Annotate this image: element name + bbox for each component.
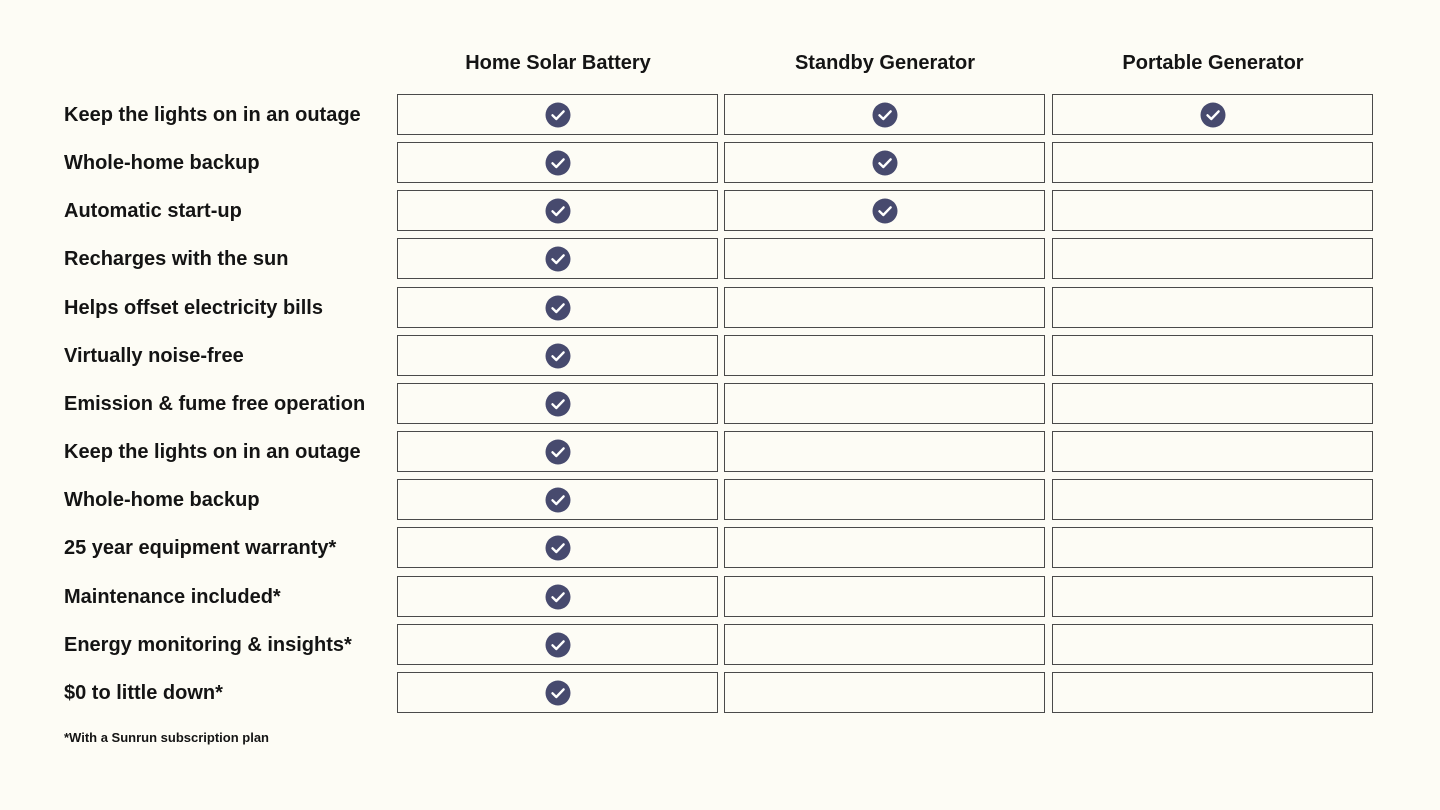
check-circle-icon: [545, 343, 571, 369]
table-cell: [724, 479, 1045, 520]
table-cell: [1052, 142, 1373, 183]
check-circle-icon: [545, 391, 571, 417]
table-cell: [724, 672, 1045, 713]
table-cell: [397, 190, 718, 231]
check-circle-icon: [545, 535, 571, 561]
table-cell: [724, 431, 1045, 472]
check-circle-icon: [545, 198, 571, 224]
check-circle-icon: [545, 487, 571, 513]
table-cell: [397, 624, 718, 665]
check-circle-icon: [545, 150, 571, 176]
column-header: Standby Generator: [794, 52, 976, 74]
check-circle-icon: [872, 150, 898, 176]
table-cell: [1052, 431, 1373, 472]
table-cell: [1052, 238, 1373, 279]
table-cell: [1052, 672, 1373, 713]
row-label: Maintenance included*: [64, 586, 281, 608]
column-header: Portable Generator: [1122, 52, 1304, 74]
table-cell: [397, 238, 718, 279]
table-cell: [724, 383, 1045, 424]
check-circle-icon: [545, 584, 571, 610]
table-cell: [1052, 287, 1373, 328]
table-cell: [397, 335, 718, 376]
table-cell: [1052, 335, 1373, 376]
check-circle-icon: [545, 295, 571, 321]
check-circle-icon: [545, 680, 571, 706]
table-cell: [724, 527, 1045, 568]
row-label: Automatic start-up: [64, 200, 242, 222]
table-cell: [1052, 94, 1373, 135]
check-circle-icon: [872, 198, 898, 224]
check-circle-icon: [545, 439, 571, 465]
table-cell: [397, 527, 718, 568]
table-cell: [397, 383, 718, 424]
row-label: Whole-home backup: [64, 152, 260, 174]
table-cell: [397, 576, 718, 617]
table-cell: [724, 238, 1045, 279]
table-cell: [724, 335, 1045, 376]
row-label: 25 year equipment warranty*: [64, 537, 337, 559]
row-label: Keep the lights on in an outage: [64, 441, 361, 463]
check-circle-icon: [872, 102, 898, 128]
table-cell: [1052, 624, 1373, 665]
row-label: Whole-home backup: [64, 489, 260, 511]
check-circle-icon: [545, 102, 571, 128]
check-circle-icon: [1200, 102, 1226, 128]
table-cell: [724, 94, 1045, 135]
column-header: Home Solar Battery: [465, 52, 651, 74]
table-cell: [397, 431, 718, 472]
row-label: $0 to little down*: [64, 682, 223, 704]
table-cell: [397, 287, 718, 328]
table-cell: [397, 672, 718, 713]
table-cell: [397, 479, 718, 520]
table-cell: [724, 624, 1045, 665]
footnote: *With a Sunrun subscription plan: [64, 730, 269, 745]
row-label: Energy monitoring & insights*: [64, 634, 352, 656]
table-cell: [397, 94, 718, 135]
check-circle-icon: [545, 632, 571, 658]
table-cell: [724, 190, 1045, 231]
table-cell: [724, 576, 1045, 617]
check-circle-icon: [545, 246, 571, 272]
row-label: Helps offset electricity bills: [64, 297, 323, 319]
table-cell: [1052, 527, 1373, 568]
table-cell: [397, 142, 718, 183]
table-cell: [1052, 383, 1373, 424]
row-label: Virtually noise-free: [64, 345, 244, 367]
table-cell: [1052, 190, 1373, 231]
table-cell: [724, 142, 1045, 183]
table-cell: [1052, 479, 1373, 520]
table-cell: [724, 287, 1045, 328]
row-label: Emission & fume free operation: [64, 393, 366, 415]
row-label: Keep the lights on in an outage: [64, 104, 361, 126]
row-label: Recharges with the sun: [64, 248, 289, 270]
table-cell: [1052, 576, 1373, 617]
